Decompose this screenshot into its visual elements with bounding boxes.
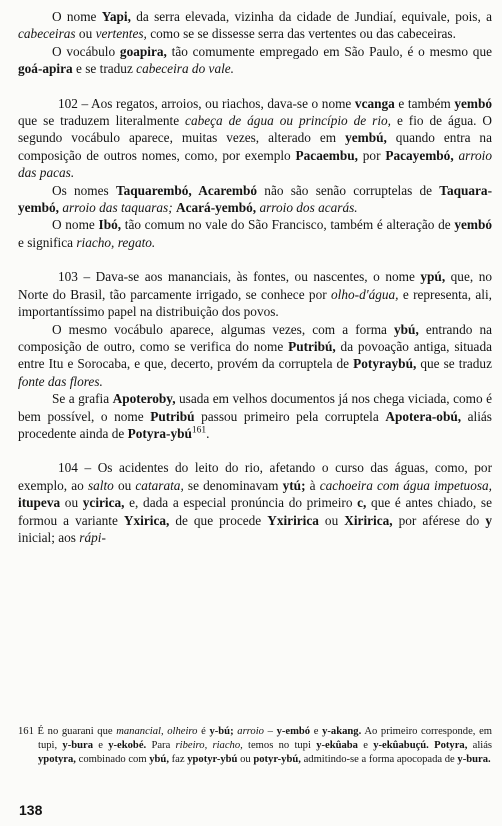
paragraph-ibo: O nome Ibó, tão comum no vale do São Francisco, também é alteração de yembó e significa riacho, regato. <box>18 217 493 250</box>
page-number: 138 <box>19 802 43 818</box>
footnote <box>18 725 492 766</box>
paragraph-yapi: O nome Yapi, da serra elevada, vizinha da cidade de Jundiaí, equivale, pois, a cabeceiras ou vertentes, como se se dissesse serra das vertentes ou das cabeceiras. <box>18 9 492 42</box>
paragraph-section-104: 104 – Os acidentes do leito do rio, afetando o curso das águas, como, por exemplo, ao salto ou catarata, se denominavam ytú; à cachoeira com água impetuosa, itupeva ou ycirica, e, dada a especial pronúncia do primeiro c, que é antes chiado, se formou a variante Yxirica, de que procede Yxiririca ou Xiririca, por aférese do y inicial; aos rápi- <box>18 460 492 545</box>
paragraph-ybu: O mesmo vocábulo aparece, algumas vezes, com a forma ybú, entrando na composição de outro, como se verifica do nome Putribú, da povoação antiga, situada entre Itu e Sorocaba, e que, decerto, provém da corruptela de Potyraybú, que se traduz fonte das flores. <box>18 321 492 389</box>
paragraph-section-102: 102 – Aos regatos, arroios, ou riachos, dava-se o nome vcanga e também yembó que se traduzem literalmente cabeça de água ou princípio de rio, e fio de água. O segundo vocábulo aparece, muitas vezes, alterado em yembú, quando entra na composição de outros nomes, como, por exemplo Pacaembu, por Pacayembó, arroio das pacas. <box>18 95 493 181</box>
footnote-161: 161 É no guarani que manancial, olheiro é y-bú; arroio – y-embó e y-akang. Ao primeiro corresponde, em tupi, y-bura e y-ekobé. Para ribeiro, riacho, temos no tupi y-ekûaba e y-ekûabuçú. Potyra, aliás ypotyra, combinado com ybú, faz ypotyr-ybú ou potyr-ybú, admitindo-se a forma apocopada de y-bura. <box>18 726 493 765</box>
body-text <box>18 8 492 546</box>
footnote-ref-161: 161 <box>191 425 207 436</box>
paragraph-goapira: O vocábulo goapira, tão comumente empregado em São Paulo, é o mesmo que goá-apira e se traduz cabeceira do vale. <box>18 43 492 77</box>
paragraph-taquarembo: Os nomes Taquarembó, Acarembó não são senão corruptelas de Taquara-yembó, arroio das taquaras; Acará-yembó, arroio dos acarás. <box>18 182 493 216</box>
paragraph-section-103: 103 – Dava-se aos mananciais, às fontes, ou nascentes, o nome ypú, que, no Norte do Brasil, tão parcamente irrigado, se conhece por olho-d'água, e representa, ali, importantíssimo papel na distribuição dos povos. <box>18 269 492 320</box>
paragraph-apoteroby: Se a grafia Apoteroby, usada em velhos documentos já nos chega viciada, como é bem possível, o nome Putribú passou primeiro pela corruptela Apotera-obú, aliás procedente ainda de Potyra-ybú$^{161}$. <box>18 391 492 441</box>
